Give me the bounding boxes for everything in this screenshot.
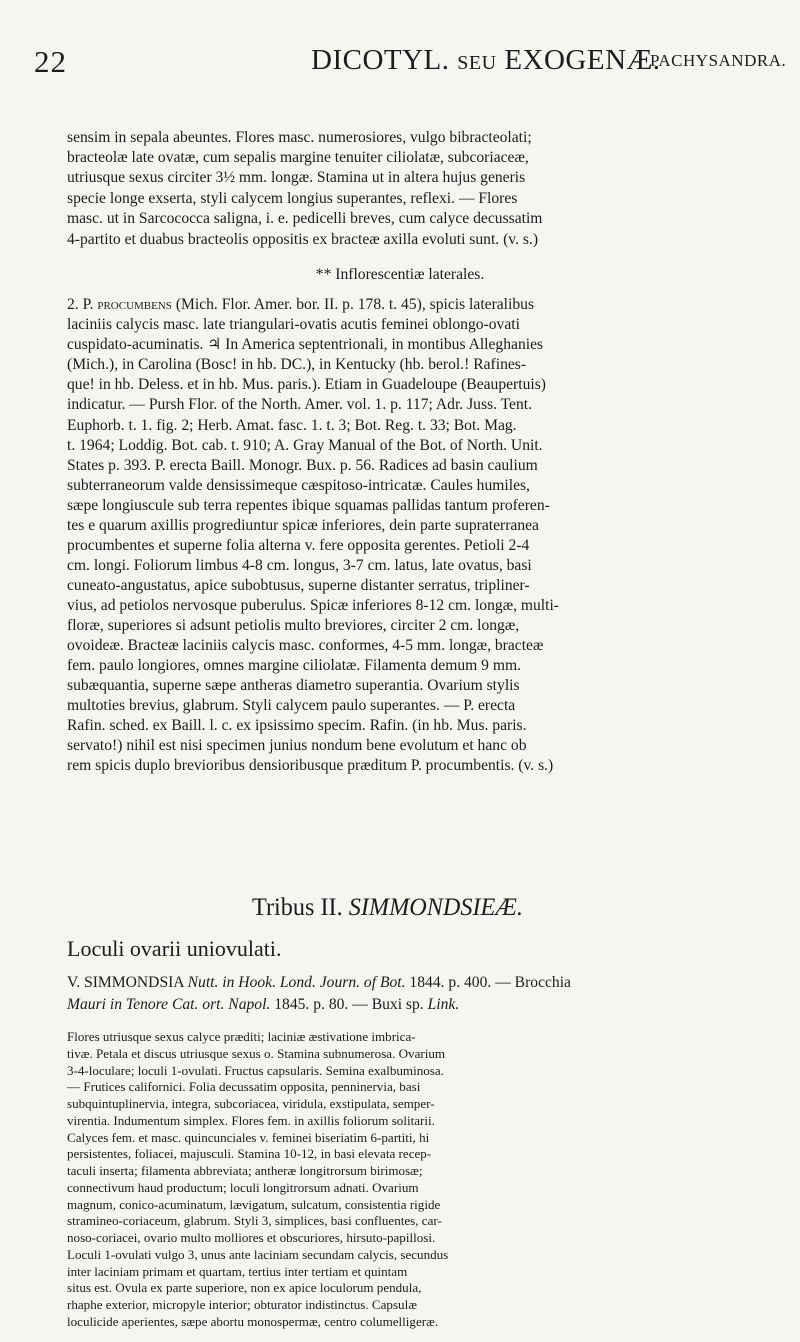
text-line: magnum, conico-acuminatum, lævigatum, sulcatum, consistentia rigide xyxy=(67,1196,441,1212)
text-line: 3-4-loculare; loculi 1-ovulati. Fructus capsularis. Semina exalbuminosa. xyxy=(67,1062,444,1078)
genus-line-2 xyxy=(67,995,459,1015)
text-line: 4-partito et duabus bracteolis oppositis ex bracteæ axilla evoluti sunt. (v. s.) xyxy=(67,231,539,248)
page-number: 22 xyxy=(34,44,67,79)
title-seu: SEU xyxy=(457,52,497,74)
text-line: servato!) nihil est nisi specimen junius nondum bene evolutum et hanc ob xyxy=(67,737,527,754)
text-line: stramineo-coriaceum, glabrum. Styli 3, simplices, basi confluentes, car- xyxy=(67,1213,442,1229)
text-line: que! in hb. Deless. et in hb. Mus. paris.). Etiam in Guadeloupe (Beaupertuis) xyxy=(67,376,546,393)
text-line: Flores utriusque sexus calyce præditi; laciniæ æstivatione imbrica- xyxy=(67,1029,416,1044)
genus-code: V. xyxy=(67,974,81,991)
tribus-character: Loculi ovarii uniovulati. xyxy=(67,936,282,961)
text-line: inter laciniam primam et quartam, tertius inter tertiam et quintam xyxy=(67,1263,408,1279)
text-line: subterraneorum valde densissimeque cæspitoso-intricatæ. Caules humiles, xyxy=(67,477,530,494)
species-first-line xyxy=(67,295,534,315)
text-line: virentia. Indumentum simplex. Flores fem. in axillis foliorum solitarii. xyxy=(67,1112,435,1128)
text-line: laciniis calycis masc. late triangulari-ovatis acutis feminei oblongo-ovati xyxy=(67,316,520,333)
text-line: t. 1964; Loddig. Bot. cab. t. 910; A. Gray Manual of the Bot. of North. Unit. xyxy=(67,437,543,454)
synonym-author: Link. xyxy=(427,996,460,1013)
text-line: loculicide aperientes, sæpe abortu monospermæ, centro columelligeræ. xyxy=(67,1314,439,1329)
subsection-heading: ** Inflorescentiæ laterales. xyxy=(315,266,485,283)
text-line: situs est. Ovula ex parte superiore, non ex apice loculorum pendula, xyxy=(67,1280,422,1296)
text-line: Loculi 1-ovulati vulgo 3, unus ante laciniam secundam calycis, secundus xyxy=(67,1246,449,1262)
text-line: noso-coriacei, ovario multo molliores et obscuriores, hirsuto-papillosi. xyxy=(67,1230,436,1246)
synonym-citation: Mauri in Tenore Cat. ort. Napol. xyxy=(67,996,271,1013)
tribus-name: SIMMONDSIEÆ. xyxy=(348,894,523,921)
species-number: 2. P. xyxy=(67,296,94,313)
text-line: Euphorb. t. 1. fig. 2; Herb. Amat. fasc. 1. t. 3; Bot. Reg. t. 33; Bot. Mag. xyxy=(67,417,517,434)
text-line: Rafin. sched. ex Baill. l. c. ex ipsissimo specim. Rafin. (in hb. Mus. paris. xyxy=(67,717,527,734)
text-line: subquintuplinervia, integra, subcoriacea, viridula, exstipulata, semper- xyxy=(67,1096,435,1112)
text-line: vius, ad petiolos nervosque puberulus. Spicæ inferiores 8-12 cm. longæ, multi- xyxy=(67,597,560,614)
text-line: rem spicis duplo brevioribus densioribusque præditum P. procumbentis. (v. s.) xyxy=(67,757,554,774)
text-line: (Mich.), in Carolina (Bosc! in hb. DC.), in Kentucky (hb. berol.! Rafines- xyxy=(67,356,527,373)
genus-name: SIMMONDSIA xyxy=(84,974,184,991)
title-rest: EXOGENÆ. xyxy=(504,44,661,76)
text-line: ovoideæ. Bracteæ laciniis calycis masc. conformes, 4-5 mm. longæ, bracteæ xyxy=(67,637,544,654)
tribus-heading xyxy=(0,894,775,922)
text-line: cm. longi. Foliorum limbus 4-8 cm. longus, 3-7 cm. latus, late ovatus, basi xyxy=(67,557,532,574)
text-line: tivæ. Petala et discus utriusque sexus o. Stamina subnumerosa. Ovarium xyxy=(67,1045,446,1061)
text-line: procumbentes et superne folia alterna v. fere opposita gerentes. Petioli 2-4 xyxy=(67,537,530,554)
genus-citation: Nutt. in Hook. Lond. Journ. of Bot. xyxy=(187,974,406,991)
text-line: floræ, superiores si adsunt petiolis multo breviores, circiter 2 cm. longæ, xyxy=(67,617,520,634)
text-line: subæquantia, superne sæpe antheras diametro superantia. Ovarium stylis xyxy=(67,677,520,694)
text-line: fem. paulo longiores, omnes margine ciliolatæ. Filamenta demum 9 mm. xyxy=(67,657,522,674)
text-line: cuneato-angustatus, apice subobtusus, superne distanter serratus, tripliner- xyxy=(67,577,530,594)
text-line: persistentes, foliacei, majusculi. Stamina 10-12, in basi elevata recep- xyxy=(67,1146,432,1162)
text-line: sæpe longiuscule sub terra repentes ibique squamas pallidas tantum proferen- xyxy=(67,497,550,514)
synonym-citation-rest: 1845. p. 80. — Buxi sp. xyxy=(274,996,424,1013)
text-line: cuspidato-acuminatis. ♃ In America septentrionali, in montibus Alleghanies xyxy=(67,336,544,353)
running-genus: PACHYSANDRA. xyxy=(650,51,787,70)
text-line: rhaphe exterior, micropyle interior; obturator indistinctus. Capsulæ xyxy=(67,1297,417,1313)
text-line: States p. 393. P. erecta Baill. Monogr. Bux. p. 56. Radices ad basin caulium xyxy=(67,457,538,474)
genus-line-1 xyxy=(67,973,571,993)
text-line: bracteolæ late ovatæ, cum sepalis margine tenuiter ciliolatæ, subcoriaceæ, xyxy=(67,149,529,166)
text-line: connectivum haud productum; loculi longitrorsum adnati. Ovarium xyxy=(67,1179,419,1195)
tribus-label: Tribus II. xyxy=(252,894,343,921)
text-line: sensim in sepala abeuntes. Flores masc. numerosiores, vulgo bibracteolati; xyxy=(67,129,532,146)
text-line: utriusque sexus circiter 3½ mm. longæ. Stamina ut in altera hujus generis xyxy=(67,169,526,186)
text-line: specie longe exserta, styli calycem longius superantes, reflexi. — Flores xyxy=(67,190,518,207)
text-line: multoties brevius, glabrum. Styli calycem paulo superantes. — P. erecta xyxy=(67,697,516,714)
text-line: masc. ut in Sarcococca saligna, i. e. pedicelli breves, cum calyce decussatim xyxy=(67,210,543,227)
running-header xyxy=(0,0,800,80)
species-citation: (Mich. Flor. Amer. bor. II. p. 178. t. 45), spicis lateralibus xyxy=(175,296,535,313)
title-main: DICOTYL. xyxy=(311,44,450,76)
text-line: indicatur. — Pursh Flor. of the North. Amer. vol. 1. p. 117; Adr. Juss. Tent. xyxy=(67,396,532,413)
text-line: taculi inserta; filamenta abbreviata; antheræ longitrorsum birimosæ; xyxy=(67,1163,423,1179)
species-epithet: procumbens xyxy=(97,296,172,313)
text-line: tes e quarum axillis progrediuntur spicæ inferiores, dein parte supraterranea xyxy=(67,517,539,534)
running-title xyxy=(311,44,661,77)
genus-citation-rest: 1844. p. 400. — Brocchia xyxy=(409,974,571,991)
text-line: — Frutices californici. Folia decussatim opposita, penninervia, basi xyxy=(67,1079,421,1095)
text-line: Calyces fem. et masc. quincunciales v. feminei biseriatim 6-partiti, hi xyxy=(67,1129,430,1145)
